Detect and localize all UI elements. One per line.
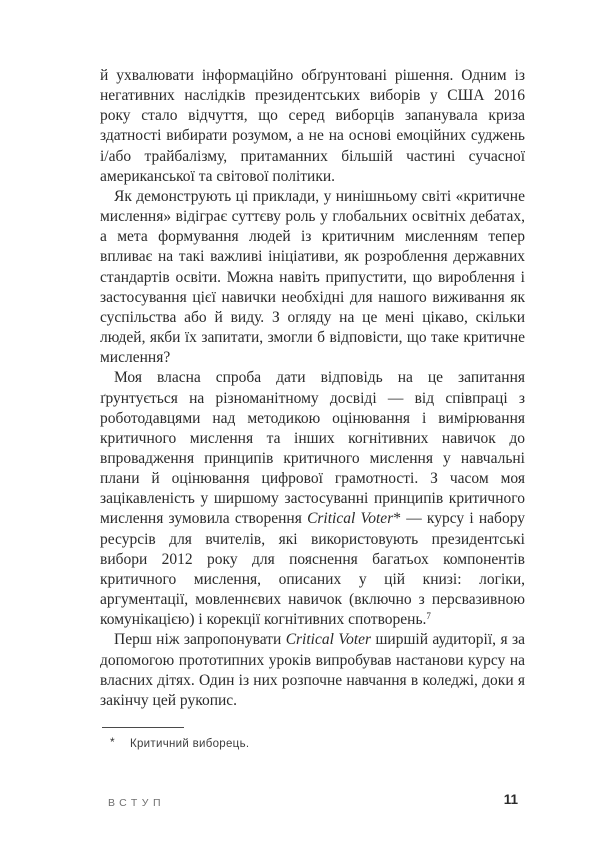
paragraph-segment-normal: Перш ніж запропонувати — [114, 631, 286, 649]
paragraph — [100, 66, 525, 187]
paragraph-segment-normal: Як демонструють ці приклади, у нинішньому світі «критичне мислення» відіграє суттєву роль у глобальних освітніх дебатах, а мета формування людей із критичним мисленням тепер впливає на такі важливі ініціативи, як розроблення державних стандартів освіти. Можна навіть припустити, що вироблення і застосування цієї навички необхідні для нашого виживання як суспільства або й виду. З огляду на це мені цікаво, скільки людей, якби їх запитати, змогли б відповісти, що таке критичне мислення? — [100, 187, 525, 367]
footnote — [102, 735, 522, 750]
footer-page-number: 11 — [503, 792, 518, 807]
footnote-separator-rule — [102, 727, 184, 728]
paragraph-segment-normal: ширшій аудиторії, я за допомогою прототипних уроків випробував настанови курсу на власних дітях. Один із них розпочне навчання в коледжі, доки я закінчу цей рукопис. — [100, 631, 525, 709]
paragraph — [100, 630, 525, 711]
paragraph-segment-normal: й ухвалювати інформаційно обґрунтовані рішення. Одним із негативних наслідків президентських виборів у США 2016 року стало відчуття, що серед виборців запанувала криза здатності вибирати розумом, а не на основі емоційних суджень і/або трайбалізму, притаманних більшій частині сучасної американської та світової політики. — [100, 67, 525, 185]
paragraph-segment-italic: Critical Voter — [307, 510, 394, 528]
paragraph — [100, 368, 525, 630]
paragraph-segment-italic: Critical Voter — [285, 631, 372, 649]
paragraph-segment-normal: * — курсу і набору ресурсів для вчителів, які використовують президентські вибори 2012 року для пояснення багатьох компонентів критичного мислення, описаних у цій книзі: логіки, аргументації, мовленнєвих навичок (включно з персвазивною комунікацією) і корекції когнітивних спотворень. — [100, 510, 525, 629]
footnote-marker: * — [110, 735, 115, 749]
paragraph-segment-sup: 7 — [426, 611, 431, 622]
footnote-text: Критичний виборець. — [129, 738, 250, 750]
page-body-text — [100, 66, 525, 711]
footer-section-label: ВСТУП — [108, 797, 166, 809]
paragraph-segment-normal: Моя власна спроба дати відповідь на це запитання ґрунтується на різноманітному досвіді — від співпраці з роботодавцями над методикою оцінювання і вимірювання критичного мислення та інших когнітивних навичок до впровадження принципів критичного мислення у навчальні плани й оцінювання цифрової грамотності. З часом моя зацікавленість у ширшому застосуванні принципів критичного мислення зумовила створення — [100, 369, 525, 528]
paragraph — [100, 187, 525, 368]
